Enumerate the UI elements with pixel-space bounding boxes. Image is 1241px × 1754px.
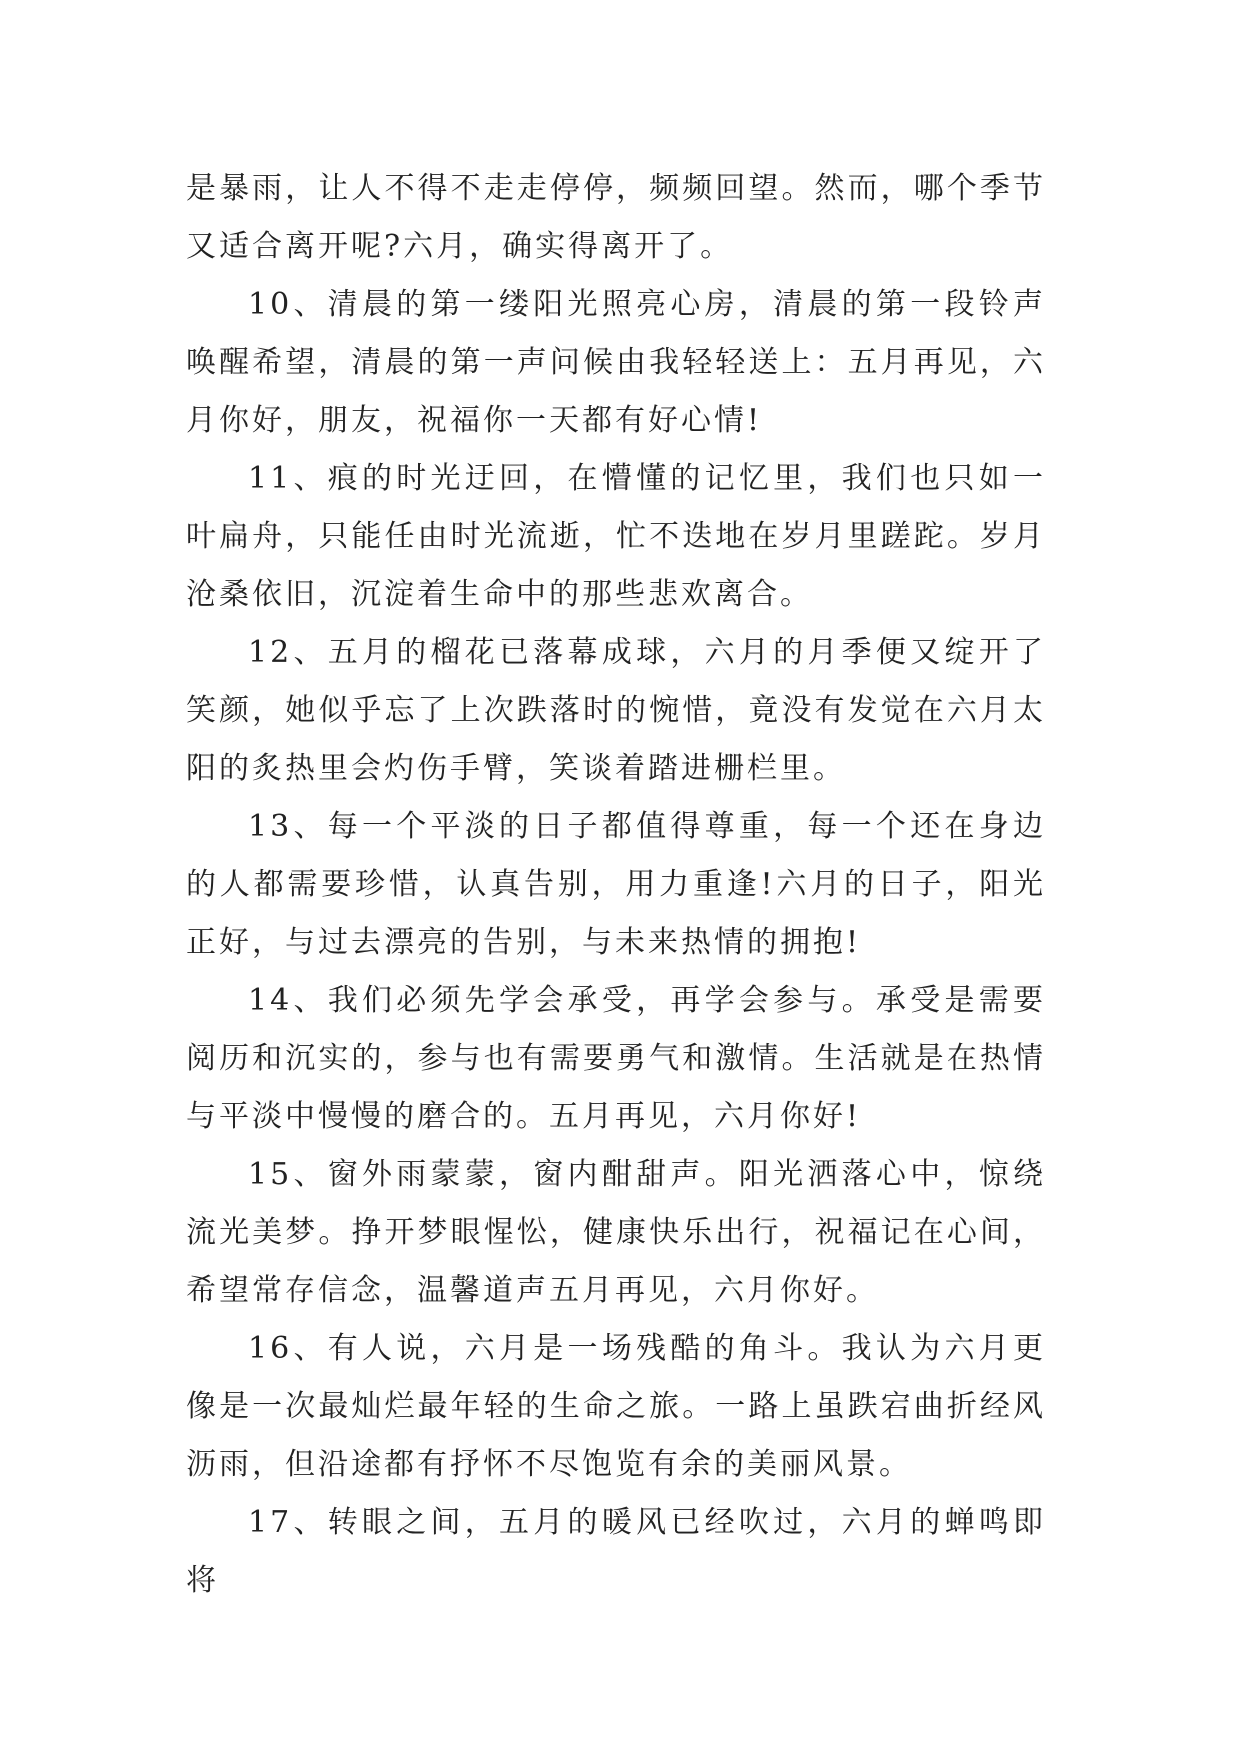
paragraph-17: 17、转眼之间，五月的暖风已经吹过，六月的蝉鸣即将 (186, 1505, 1046, 1598)
paragraph-16: 16、有人说，六月是一场残酷的角斗。我认为六月更像是一次最灿烂最年轻的生命之旅。一路上虽跌宕曲折经风沥雨，但沿途都有抒怀不尽饱览有余的美丽风景。 (186, 1331, 1046, 1482)
paragraph-15: 15、窗外雨蒙蒙，窗内酣甜声。阳光洒落心中，惊绕流光美梦。挣开梦眼惺忪，健康快乐出行，祝福记在心间，希望常存信念，温馨道声五月再见，六月你好。 (186, 1157, 1046, 1308)
paragraph-10: 10、清晨的第一缕阳光照亮心房，清晨的第一段铃声唤醒希望，清晨的第一声问候由我轻轻送上：五月再见，六月你好，朋友，祝福你一天都有好心情! (186, 287, 1046, 438)
paragraph-13: 13、每一个平淡的日子都值得尊重，每一个还在身边的人都需要珍惜，认真告别，用力重逢!六月的日子，阳光正好，与过去漂亮的告别，与未来热情的拥抱! (186, 809, 1046, 960)
paragraph-14: 14、我们必须先学会承受，再学会参与。承受是需要阅历和沉实的，参与也有需要勇气和激情。生活就是在热情与平淡中慢慢的磨合的。五月再见，六月你好! (186, 983, 1046, 1134)
paragraph-11: 11、痕的时光迂回，在懵懂的记忆里，我们也只如一叶扁舟，只能任由时光流逝，忙不迭地在岁月里蹉跎。岁月沧桑依旧，沉淀着生命中的那些悲欢离合。 (186, 461, 1046, 612)
paragraph-12: 12、五月的榴花已落幕成球，六月的月季便又绽开了笑颜，她似乎忘了上次跌落时的惋惜，竟没有发觉在六月太阳的炙热里会灼伤手臂，笑谈着踏进栅栏里。 (186, 635, 1046, 786)
document-body (186, 160, 1046, 1610)
paragraph-continuation: 是暴雨，让人不得不走走停停，频频回望。然而，哪个季节又适合离开呢?六月，确实得离开了。 (186, 171, 1046, 264)
